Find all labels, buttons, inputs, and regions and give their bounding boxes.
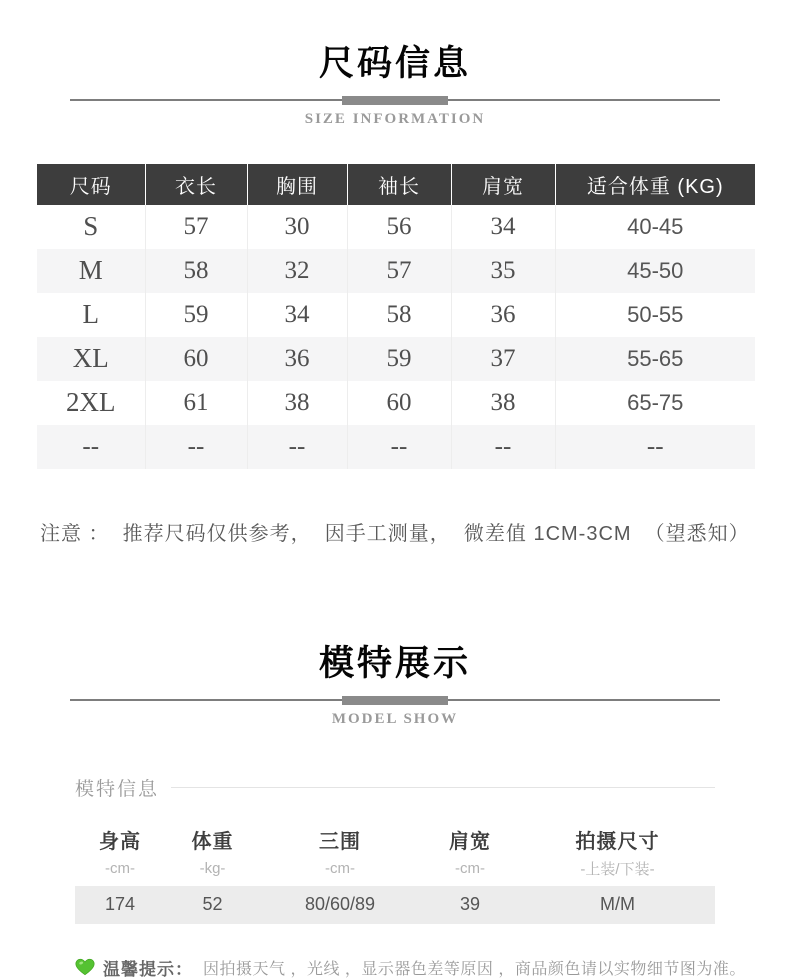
cell-length: 61 [145, 381, 247, 425]
divider-bar [342, 696, 448, 705]
size-section-subtitle: SIZE INFORMATION [304, 110, 486, 127]
size-section-header [0, 0, 790, 128]
cell-shoulder: 38 [451, 381, 555, 425]
stat-label-measurements: 三围 [319, 830, 361, 853]
cell-length: 57 [145, 205, 247, 249]
stat-unit-weight: -kg- [199, 859, 226, 877]
model-stats-units-row [75, 857, 715, 886]
title-divider [70, 696, 720, 705]
cell-size: 2XL [66, 387, 116, 418]
stat-label-weight: 体重 [191, 830, 234, 853]
cell-size: S [83, 211, 99, 242]
col-header-length: 衣长 [145, 164, 247, 205]
col-header-shoulder: 肩宽 [451, 164, 555, 205]
cell-length: 59 [145, 293, 247, 337]
stat-unit-shoot-size: -上装/下装- [580, 860, 655, 878]
divider-bar [342, 96, 448, 105]
col-header-sleeve: 袖长 [347, 164, 451, 205]
cell-bust: 36 [247, 337, 347, 381]
cell-sleeve: 59 [347, 337, 451, 381]
cell-weight: 65-75 [555, 381, 755, 425]
cell-weight: 40-45 [555, 205, 755, 249]
label-rule-line [171, 787, 715, 788]
divider-line-right [448, 699, 720, 701]
cell-weight: 50-55 [555, 293, 755, 337]
cell-shoulder: 36 [451, 293, 555, 337]
stat-value-shoulder: 39 [420, 886, 520, 924]
cell-shoulder: 34 [451, 205, 555, 249]
stat-unit-shoulder: -cm- [455, 859, 485, 877]
stat-unit-height: -cm- [105, 859, 135, 877]
size-table-header-row [37, 164, 755, 205]
cell-bust: 34 [247, 293, 347, 337]
cell-sleeve: 58 [347, 293, 451, 337]
stat-value-weight: 52 [165, 886, 260, 924]
stat-label-shoulder: 肩宽 [449, 830, 491, 853]
model-stats-table [75, 825, 715, 924]
cell-sleeve: 56 [347, 205, 451, 249]
col-header-bust: 胸围 [247, 164, 347, 205]
cell-size: -- [82, 432, 100, 460]
tip-text: 因拍摄天气 ，光线 ，显示器色差等原因 ，商品颜色请以实物细节图为准。 [203, 960, 746, 978]
cell-shoulder: 37 [451, 337, 555, 381]
model-stats-header-row [75, 825, 715, 857]
green-heart-icon [75, 957, 95, 977]
stat-label-shoot-size: 拍摄尺寸 [575, 830, 660, 853]
cell-sleeve: 60 [347, 381, 451, 425]
cell-bust: 38 [247, 381, 347, 425]
cell-bust: -- [247, 425, 347, 469]
cell-weight: 45-50 [555, 249, 755, 293]
cell-length: 60 [145, 337, 247, 381]
stat-unit-measurements: -cm- [325, 859, 355, 877]
model-info-label-row [75, 774, 715, 801]
tip-label: 温馨提示： [103, 959, 193, 979]
cell-size: M [78, 255, 103, 286]
table-row-2xl [37, 381, 755, 425]
divider-line-right [448, 99, 720, 101]
cell-sleeve: -- [347, 425, 451, 469]
model-section-header [0, 643, 790, 728]
model-info-label: 模特信息 [75, 778, 160, 800]
model-stats-values-row [75, 886, 715, 924]
size-section-title: 尺码信息 [318, 44, 471, 83]
cell-shoulder: 35 [451, 249, 555, 293]
cell-size: L [82, 299, 99, 330]
stat-value-shoot-size: M/M [520, 886, 715, 924]
divider-line-left [70, 699, 342, 701]
col-header-weight: 适合体重 (KG) [555, 164, 755, 205]
model-section-subtitle: MODEL SHOW [331, 710, 459, 727]
title-divider [70, 96, 720, 105]
model-section-title: 模特展示 [318, 643, 471, 683]
measurement-note: 注意 ： 推荐尺码仅供参考， 因手工测量， 微差值 1CM-3CM （望悉知） [40, 522, 750, 545]
table-row-empty [37, 425, 755, 469]
warm-tip [75, 955, 790, 980]
cell-shoulder: -- [451, 425, 555, 469]
cell-size: XL [72, 343, 109, 374]
cell-bust: 30 [247, 205, 347, 249]
stat-label-height: 身高 [99, 830, 141, 853]
table-row-l [37, 293, 755, 337]
cell-length: -- [145, 425, 247, 469]
stat-value-measurements: 80/60/89 [260, 886, 420, 924]
table-row-s [37, 205, 755, 249]
divider-line-left [70, 99, 342, 101]
model-info-panel [75, 774, 715, 924]
stat-value-height: 174 [75, 886, 165, 924]
table-row-xl [37, 337, 755, 381]
cell-weight: 55-65 [555, 337, 755, 381]
size-table [37, 164, 755, 469]
col-header-size: 尺码 [37, 164, 145, 205]
cell-weight: -- [555, 425, 755, 469]
cell-sleeve: 57 [347, 249, 451, 293]
cell-length: 58 [145, 249, 247, 293]
table-row-m [37, 249, 755, 293]
cell-bust: 32 [247, 249, 347, 293]
